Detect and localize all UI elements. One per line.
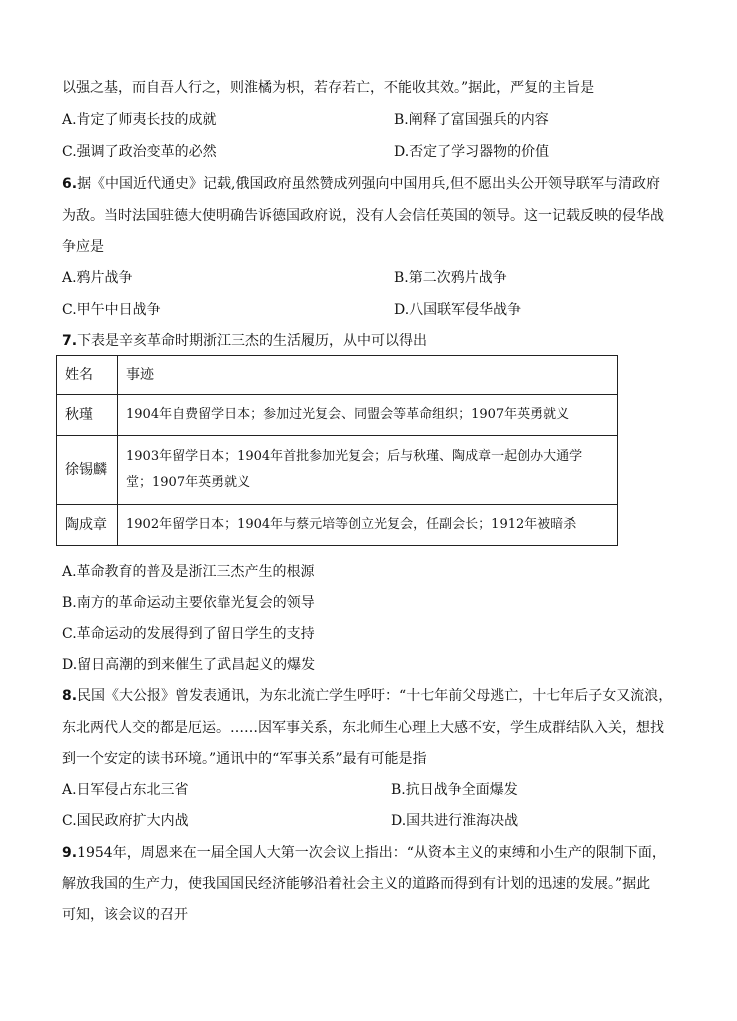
q6-option-d: D.八国联军侵华战争 — [394, 302, 522, 318]
table-cell-deeds-line1: 1903年留学日本；1904年首批参加光复会；后与秋瑾、陶成章一起创办大通学 — [126, 449, 583, 464]
q8-option-a: A.日军侵占东北三省 — [62, 782, 189, 798]
q7-option-a: A.革命教育的普及是浙江三杰产生的根源 — [62, 564, 315, 580]
q7-option-d: D.留日高潮的到来催生了武昌起义的爆发 — [62, 657, 316, 673]
table-cell-name: 陶成章 — [57, 505, 118, 546]
q6-line-1 — [62, 174, 660, 194]
q5-option-a: A.肯定了师夷长技的成就 — [62, 112, 217, 128]
q5-option-d: D.否定了学习器物的价值 — [394, 144, 550, 160]
table-row — [57, 436, 618, 505]
q7-option-c: C.革命运动的发展得到了留日学生的支持 — [62, 626, 315, 642]
table-header-row — [57, 356, 618, 395]
q6-option-a: A.鸦片战争 — [62, 270, 133, 286]
q9-number: 9. — [62, 845, 78, 861]
q7-number: 7. — [62, 333, 78, 349]
q8-option-c: C.国民政府扩大内战 — [62, 813, 189, 829]
q8-option-b: B.抗日战争全面爆发 — [391, 782, 518, 798]
table-row — [57, 395, 618, 436]
q8-number: 8. — [62, 688, 78, 704]
q5-option-c: C.强调了政治变革的必然 — [62, 144, 217, 160]
q7-stem: 下表是辛亥革命时期浙江三杰的生活履历，从中可以得出 — [77, 333, 428, 349]
q8-option-d: D.国共进行淮海决战 — [391, 813, 519, 829]
table-cell-name: 秋瑾 — [57, 395, 118, 436]
q6-line-3: 争应是 — [62, 239, 104, 255]
table-cell-deeds: 1904年自费留学日本；参加过光复会、同盟会等革命组织；1907年英勇就义 — [118, 395, 618, 436]
q9-stem-1: 1954年，周恩来在一届全国人大第一次会议上指出：“从资本主义的束缚和小生产的限制下面， — [77, 845, 666, 861]
q8-line-3: 到一个安定的读书环境。”通讯中的“军事关系”最有可能是指 — [62, 751, 427, 767]
q6-stem-1: 据《中国近代通史》记载,俄国政府虽然赞成列强向中国用兵,但不愿出头公开领导联军与清政府 — [77, 176, 660, 192]
q5-option-b: B.阐释了富国强兵的内容 — [394, 112, 549, 128]
table-row — [57, 505, 618, 546]
table-cell-deeds-line2: 堂；1907年英勇就义 — [126, 475, 251, 490]
q6-number: 6. — [62, 176, 78, 192]
table-header-deeds: 事迹 — [118, 356, 618, 395]
q6-option-b: B.第二次鸦片战争 — [394, 270, 507, 286]
table-cell-deeds: 1902年留学日本；1904年与蔡元培等创立光复会，任副会长；1912年被暗杀 — [118, 505, 618, 546]
table-cell-deeds — [118, 436, 618, 505]
q9-line-1 — [62, 843, 666, 863]
q7-option-b: B.南方的革命运动主要依靠光复会的领导 — [62, 595, 315, 611]
table-cell-name: 徐锡麟 — [57, 436, 118, 505]
q8-line-2: 东北两代人交的都是厄运。……因军事关系，东北师生心理上大感不安，学生成群结队入关，想找 — [62, 720, 664, 736]
q8-stem-1: 民国《大公报》曾发表通讯，为东北流亡学生呼吁：“十七年前父母逃亡，十七年后子女又流浪， — [77, 688, 673, 704]
q7-line-1 — [62, 331, 427, 351]
table-header-name: 姓名 — [57, 356, 118, 395]
q9-line-2: 解放我国的生产力，使我国国民经济能够沿着社会主义的道路而得到有计划的迅速的发展。”据此 — [62, 876, 651, 892]
q8-line-1 — [62, 686, 672, 706]
q6-line-2: 为敌。当时法国驻德大使明确告诉德国政府说，没有人会信任英国的领导。这一记载反映的侵华战 — [62, 208, 664, 224]
bio-table — [56, 355, 618, 546]
q9-line-3: 可知，该会议的召开 — [62, 907, 188, 923]
intro-line: 以强之基，而自吾人行之，则淮橘为枳，若存若亡，不能收其效。”据此，严复的主旨是 — [62, 80, 595, 96]
q6-option-c: C.甲午中日战争 — [62, 302, 161, 318]
